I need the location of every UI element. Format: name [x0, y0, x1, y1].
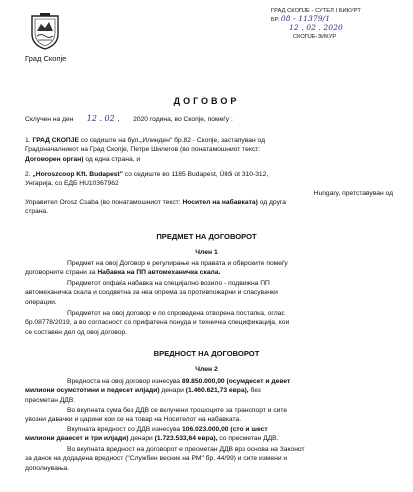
art2-p4-line3: дополнувања.: [25, 464, 69, 472]
article-2-paragraph-4: [25, 445, 393, 473]
party-1-tail: од една страна, и: [85, 155, 141, 163]
art1-p3-line1: Предметот на овој договор е по спроведена отворена постапка, оглас: [67, 310, 285, 317]
art2-p1-without: без: [250, 387, 261, 395]
art2-p4-line2: за данок на додадена вредност ("Службен весник на РМ" бр. 44/99) и сите измени и: [25, 455, 288, 463]
registration-stamp: [271, 7, 395, 59]
art2-p2-line2: увозни давачки и царини кои се на товар на Носителот на набавката.: [25, 416, 242, 424]
art1-p1-text: договорните страни за: [25, 269, 96, 277]
party-2-name: „Horoszcoop Kft. Budapest": [32, 171, 123, 178]
art2-p1-euro: (1.460.621,73 евра),: [185, 387, 249, 395]
art1-p2-line2: автомеханичка скала и соодветна за неа опрема за противпожарни и спасувачки: [25, 289, 278, 297]
art1-p3-line3: се составен дел од овој договор.: [25, 328, 128, 336]
article-2-paragraph-1: [25, 377, 393, 405]
party-1-representative: Градоначалникот на Град Скопје, Петре Шилегов (во понатамошниот текст:: [25, 146, 261, 154]
art1-p3-line2: бр.08778/2019, а во согласност со прифатена понуда и техничка спецификација, кои: [25, 319, 290, 327]
article-1-heading: Член 1: [195, 249, 218, 256]
party-1-address: со седиште на бул.„Илинден" бр.82 - Скопје, застапуван од: [80, 137, 265, 144]
art2-p3-currency: денари: [130, 435, 153, 443]
party-2-tail: од друга: [259, 198, 286, 206]
party-1-role: Договорен орган): [25, 155, 84, 163]
art2-p3-amount: 106.023.000,00 (сто и шест: [182, 426, 268, 433]
art1-p1-line1: Предмет на овој Договор е регулирање на правата и обврските помеѓу: [67, 260, 288, 267]
stamp-number-value: 08 - 11379/1: [280, 14, 331, 23]
city-label: Град Скопје: [25, 54, 67, 63]
art2-p2-line1: Во вкупната сума без ДДВ се вклучени трошоците за транспорт и сите: [67, 407, 288, 414]
intro-handwritten-date: 12 . 02 .: [86, 114, 120, 123]
art2-p1-amount-words: милиони осумстотини и педесет илјади): [25, 387, 160, 395]
section-value-heading: ВРЕДНОСТ НА ДОГОВОРОТ: [153, 349, 260, 358]
party-1-number: 1.: [25, 137, 31, 144]
party-1-name: ГРАД СКОПЈЕ: [32, 137, 79, 144]
stamp-date-row: [271, 24, 395, 33]
art2-p1-vat: пресметан ДДВ.: [25, 396, 76, 404]
art2-p3-euro: (1.723.533,64 евра),: [154, 435, 218, 443]
article-2-heading: Член 2: [195, 366, 218, 373]
article-2-paragraph-2: [25, 406, 393, 425]
art2-p1-amount: 89.850.000,00 (осумдесет и девет: [181, 378, 291, 385]
party-2-representative: Управител Orosz Csaba (во понатамошниот текст:: [25, 198, 181, 206]
intro-line: [25, 114, 395, 124]
article-1-paragraph-1: [25, 259, 393, 278]
party-2-paragraph: [25, 170, 393, 216]
party-2-number: 2.: [25, 171, 31, 178]
party-2-vat-id: Унгарија, со ЕДБ HU10367962: [25, 180, 119, 188]
party-1-paragraph: [25, 136, 393, 164]
stamp-date-value: 12 . 02 . 2020: [289, 23, 343, 32]
art2-p1-currency: денари: [161, 387, 184, 395]
section-subject-heading: ПРЕДМЕТ НА ДОГОВОРОТ: [156, 232, 257, 241]
article-2-paragraph-3: [25, 425, 393, 444]
art2-p4-line1: Во вкупната вредност на договорот е пресметан ДДВ врз основа на Законот: [67, 446, 305, 453]
article-1-paragraph-3: [25, 309, 393, 337]
stamp-number-label: БР.: [271, 17, 280, 23]
party-2-role: Носител на набавката): [182, 198, 258, 206]
stamp-line-1: ГРАД СКОПЈЕ - СУТЕЛ I БИКУРТ: [271, 8, 361, 14]
art1-p1-subject: Набавка на ПП автомеханичка скала.: [97, 269, 221, 277]
party-2-address: со седиште во 1185 Budapest, Üllői út 310-312,: [124, 171, 269, 178]
document-title: ДОГОВОР: [173, 96, 240, 106]
party-2-country: Hungary, претставуван од: [313, 189, 393, 197]
art2-p3-vat: со пресметан ДДВ.: [219, 435, 279, 443]
city-coat-of-arms-icon: [29, 12, 61, 50]
stamp-line-3: СКОПЈЕ-ЗИКУР: [293, 34, 337, 40]
art1-p2-line1: Предметот опфаќа набавка на специјално возило - подвижна ПП: [67, 280, 270, 287]
intro-text-b: 2020 година, во Скопје, помеѓу :: [133, 116, 233, 123]
art2-p3-text: Вкупната вредност со ДДВ изнесува: [67, 426, 181, 433]
intro-text-a: Склучен на ден: [25, 116, 74, 123]
party-2-end: страна.: [25, 208, 49, 216]
art1-p2-line3: операции.: [25, 298, 57, 306]
article-1-paragraph-2: [25, 279, 393, 307]
art2-p1-text: Вредноста на овој договор изнесува: [67, 378, 181, 385]
art2-p3-amount-words: милиони дваесет и три илјади): [25, 435, 129, 443]
